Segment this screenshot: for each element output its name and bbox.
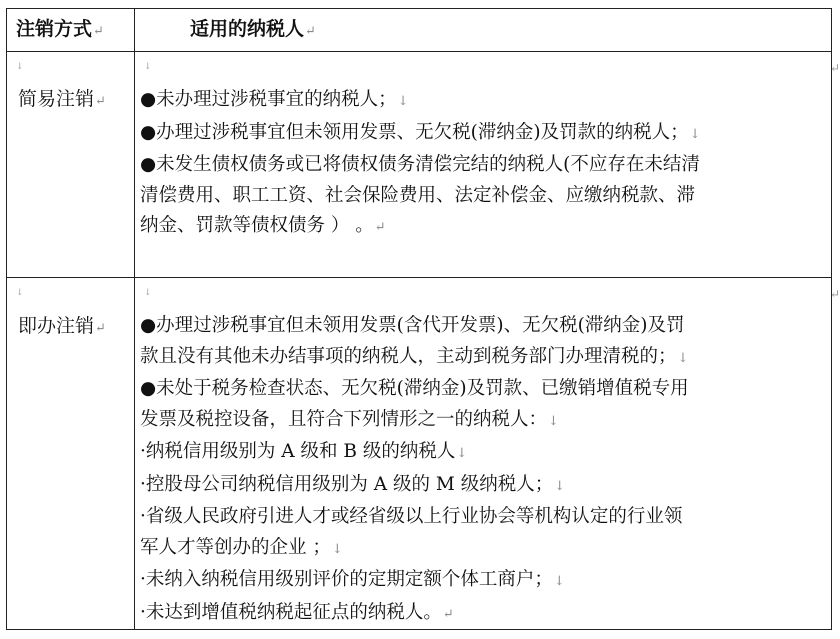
line-break-icon: ↓: [553, 574, 565, 589]
simple-deregistration-conditions: [140, 85, 830, 244]
line-break-icon: ↓: [16, 288, 24, 298]
line-break-icon: ↓: [554, 478, 566, 494]
header-method: [16, 17, 104, 44]
column-divider: [134, 9, 135, 629]
condition-line: ·纳税信用级别为 A 级和 B 级的纳税人↓: [140, 441, 468, 462]
paragraph-mark-icon: ↵: [442, 606, 454, 622]
condition-line: 纳金、罚款等债权债务 ） 。↵: [140, 215, 386, 236]
line-break-icon: ↓: [331, 541, 343, 557]
line-break-icon: ↓: [144, 288, 152, 298]
line-break-icon: ↓: [144, 62, 152, 72]
line-break-icon: ↓: [548, 413, 559, 429]
row-end-mark-icon: ↵: [829, 287, 840, 301]
header-applicable-label: 适用的纳税人: [190, 18, 305, 40]
method-label: 即办注销: [18, 315, 95, 337]
condition-line: 款且没有其他未办结事项的纳税人，主动到税务部门办理清税的；↓: [140, 345, 689, 367]
condition-line: ●未办理过涉税事宜的纳税人；↓: [140, 89, 409, 110]
method-simple-deregistration: [18, 87, 106, 114]
condition-line: 发票及税控设备，且符合下列情形之一的纳税人：↓: [140, 408, 559, 430]
condition-line: 清偿费用、职工工资、社会保险费用、法定补偿金、应缴纳税款、滞: [140, 184, 696, 206]
line-break-icon: ↓: [677, 350, 689, 366]
row-end-mark-icon: ↵: [829, 61, 840, 75]
paragraph-mark-icon: ↵: [93, 24, 104, 39]
paragraph-mark-icon: ↵: [95, 94, 106, 109]
condition-line: ·未达到增值税纳税起征点的纳税人。↵: [140, 601, 454, 623]
paragraph-mark-icon: ↵: [305, 24, 316, 39]
condition-line: ●未发生债权债务或已将债权债务清偿完结的纳税人(不应存在未结清: [140, 154, 700, 175]
header-method-label: 注销方式: [16, 18, 93, 40]
condition-line: ·省级人民政府引进人才或经省级以上行业协会等机构认定的行业领: [140, 506, 683, 527]
instant-deregistration-conditions: [140, 311, 830, 630]
paragraph-mark-icon: ↵: [374, 220, 386, 235]
line-break-icon: ↓: [456, 446, 468, 461]
line-break-icon: ↓: [397, 94, 409, 109]
condition-line: ·控股母公司纳税信用级别为 A 级的 M 级纳税人；↓: [140, 473, 566, 495]
condition-line: ·未纳入纳税信用级别评价的定期定额个体工商户；↓: [140, 569, 565, 590]
header-applicable: [190, 17, 316, 44]
condition-line: ●未处于税务检查状态、无欠税(滞纳金)及罚款、已缴销增值税专用: [140, 378, 689, 399]
condition-line: ●办理过涉税事宜但未领用发票(含代开发票)、无欠税(滞纳金)及罚: [140, 315, 685, 336]
line-break-icon: ↓: [16, 62, 24, 72]
header-row-divider: [7, 51, 831, 52]
method-instant-deregistration: [18, 314, 106, 341]
paragraph-mark-icon: ↵: [95, 321, 106, 336]
condition-line: ●办理过涉税事宜但未领用发票、无欠税(滞纳金)及罚款的纳税人；↓: [140, 121, 701, 143]
condition-line: 军人才等创办的企业 ；↓: [140, 536, 343, 558]
method-label: 简易注销: [18, 88, 95, 110]
row-divider: [7, 277, 831, 278]
line-break-icon: ↓: [689, 126, 701, 142]
